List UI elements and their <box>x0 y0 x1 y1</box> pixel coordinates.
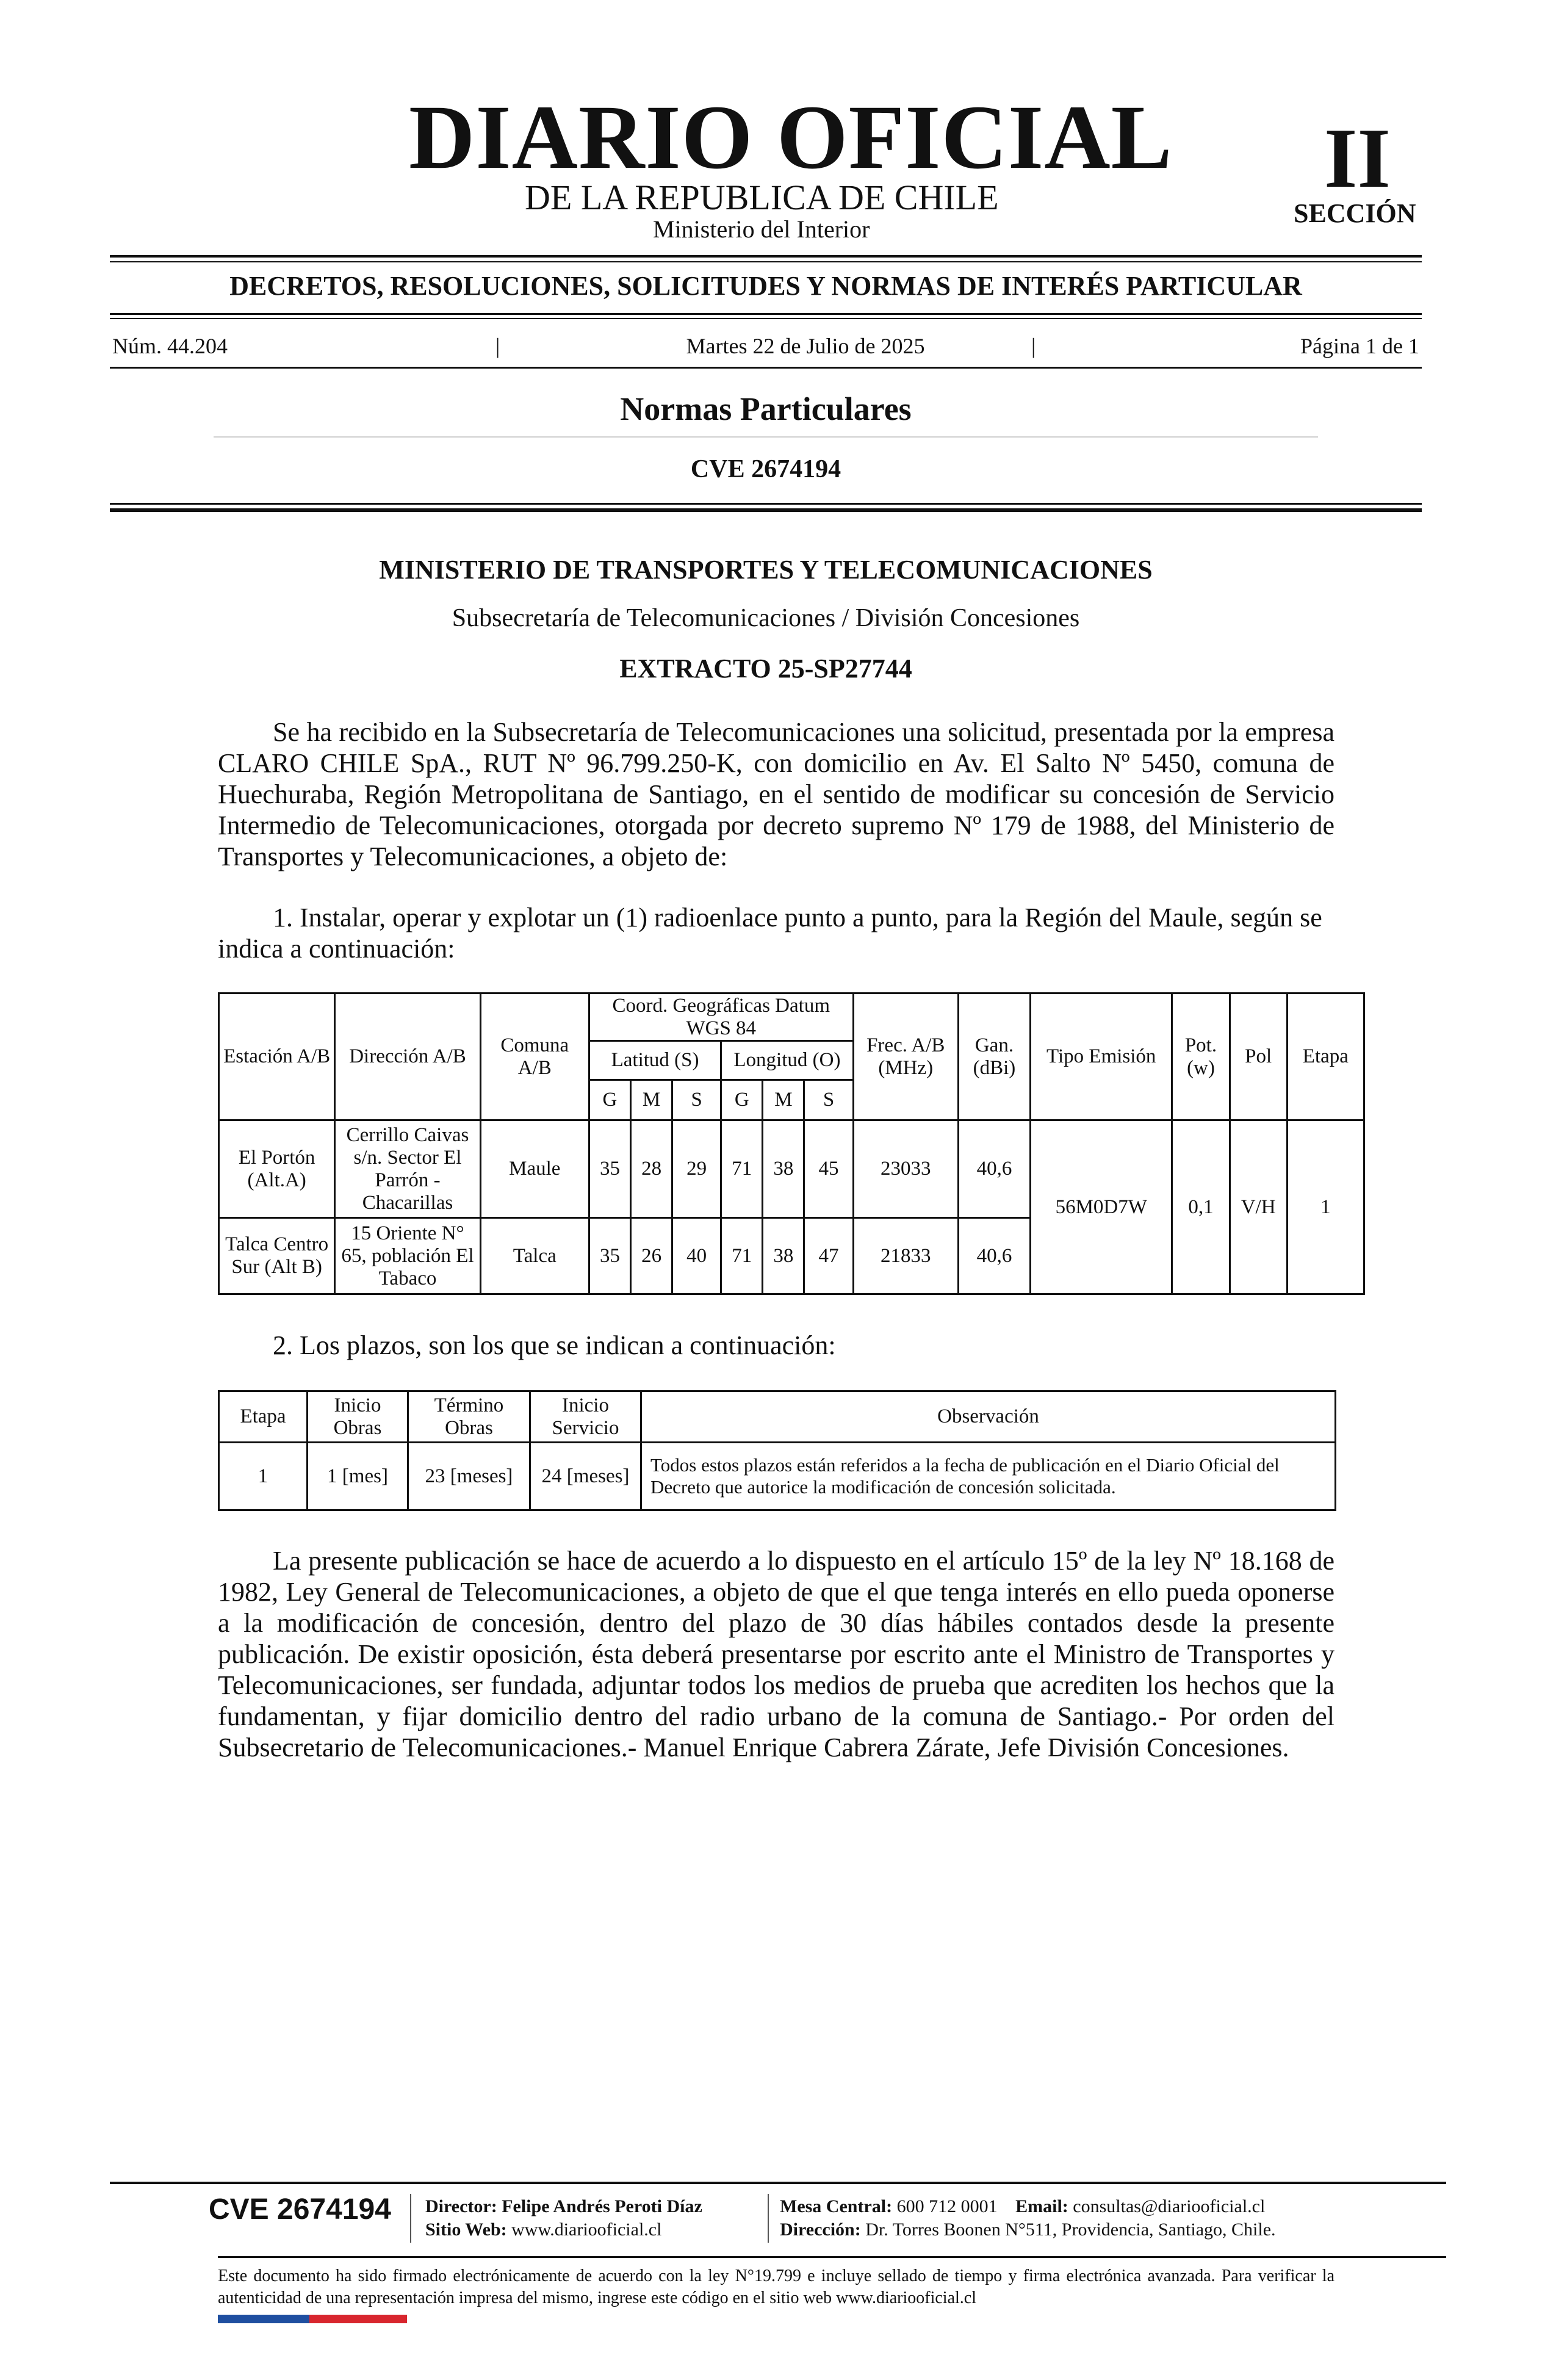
header-etapa: Etapa <box>1287 993 1364 1120</box>
newspaper-subtitle: DE LA REPUBLICA DE CHILE <box>525 178 999 217</box>
header-inicio-servicio: Inicio Servicio <box>530 1391 641 1443</box>
header-ganancia: Gan. (dBi) <box>958 993 1030 1120</box>
cell-potencia: 0,1 <box>1172 1120 1230 1294</box>
stations-table <box>218 992 1365 1295</box>
cell-tipo-emision: 56M0D7W <box>1031 1120 1172 1294</box>
section-number: II <box>1324 111 1391 206</box>
header-rule <box>110 508 1422 512</box>
footer-contact <box>780 2195 1265 2218</box>
header-lat-m: M <box>631 1080 672 1120</box>
header-estacion: Estación A/B <box>219 993 335 1120</box>
separator: | <box>1031 334 1036 358</box>
cell-lon-s: 45 <box>804 1120 853 1218</box>
issue-number: Núm. 44.204 <box>112 334 228 358</box>
ministry-heading: MINISTERIO DE TRANSPORTES Y TELECOMUNICACIONES <box>379 555 1153 585</box>
header-rule <box>110 255 1422 258</box>
header-lon-g: G <box>721 1080 763 1120</box>
email-link[interactable]: consultas@diariooficial.cl <box>1073 2196 1266 2216</box>
cell-comuna: Maule <box>480 1120 589 1218</box>
header-etapa: Etapa <box>219 1391 308 1443</box>
header-rule <box>110 318 1422 319</box>
mesa-label: Mesa Central: <box>780 2196 893 2216</box>
header-rule <box>110 503 1422 505</box>
header-frecuencia: Frec. A/B (MHz) <box>853 993 958 1120</box>
cell-ganancia: 40,6 <box>958 1120 1030 1218</box>
header-rule <box>110 261 1422 262</box>
address-label: Dirección: <box>780 2220 861 2240</box>
cell-etapa: 1 <box>1287 1120 1364 1294</box>
footer-rule <box>110 2182 1446 2184</box>
footer-director <box>425 2195 702 2218</box>
header-polarizacion: Pol <box>1230 993 1287 1120</box>
cell-lat-m: 26 <box>631 1218 672 1294</box>
cell-polarizacion: V/H <box>1230 1120 1287 1294</box>
cell-inicio-servicio: 24 [meses] <box>530 1443 641 1510</box>
cve-code: CVE 2674194 <box>690 455 841 483</box>
header-lon-m: M <box>763 1080 804 1120</box>
cell-observacion: Todos estos plazos están referidos a la fecha de publicación en el Diario Oficial del Decreto que autorice la modificación de concesión solicitada. <box>641 1443 1336 1510</box>
header-rule <box>110 367 1422 369</box>
newspaper-title: DIARIO OFICIAL <box>409 87 1173 188</box>
cell-lat-m: 28 <box>631 1120 672 1218</box>
intro-paragraph: Se ha recibido en la Subsecretaría de Telecomunicaciones una solicitud, presentada por la empresa CLARO CHILE SpA., RUT Nº 96.799.250-K, con domicilio en Av. El Salto Nº 5450, comuna de Huechuraba, Región Metropolitana de Santiago, en el sentido de modificar su concesión de Servicio Intermedio de Telecomunicaciones, otorgada por decreto supremo Nº 179 de 1988, del Ministerio de Transportes y Telecomunicaciones, a objeto de: <box>218 717 1334 871</box>
cell-lon-m: 38 <box>763 1218 804 1294</box>
header-potencia: Pot. (w) <box>1172 993 1230 1120</box>
subsecretaria-heading: Subsecretaría de Telecomunicaciones / División Concesiones <box>452 604 1080 632</box>
cell-lat-g: 35 <box>589 1120 630 1218</box>
footer-website <box>425 2218 661 2241</box>
header-latitud: Latitud (S) <box>589 1041 721 1080</box>
flag-stripe-blue <box>218 2315 309 2323</box>
header-comuna: Comuna A/B <box>480 993 589 1120</box>
separator: | <box>495 334 500 358</box>
header-observacion: Observación <box>641 1391 1336 1443</box>
cell-lon-m: 38 <box>763 1120 804 1218</box>
cell-lat-s: 29 <box>672 1120 721 1218</box>
header-rule <box>110 313 1422 315</box>
cell-etapa: 1 <box>219 1443 308 1510</box>
footer-rule <box>218 2256 1446 2258</box>
page-indicator: Página 1 de 1 <box>1300 334 1419 358</box>
footer-cve: CVE 2674194 <box>209 2193 391 2226</box>
item-1: 1. Instalar, operar y explotar un (1) radioenlace punto a punto, para la Región del Maule, según se indica a continuación: <box>218 903 1322 964</box>
cell-inicio-obras: 1 [mes] <box>308 1443 408 1510</box>
mesa-phone: 600 712 0001 <box>896 2196 998 2216</box>
flag-stripe-red <box>309 2315 407 2323</box>
divider <box>214 436 1318 438</box>
website-link[interactable]: www.diariooficial.cl <box>511 2220 662 2240</box>
footer-divider <box>768 2194 769 2243</box>
table-row <box>219 1443 1336 1510</box>
closing-paragraph: La presente publicación se hace de acuerdo a lo dispuesto en el artículo 15º de la ley Nº 18.168 de 1982, Ley General de Telecomunicaciones, a objeto de que el que tenga interés en ello pueda oponerse a la modificación de concesión, dentro del plazo de 30 días hábiles contados desde la presente publicación. De existir oposición, ésta deberá presentarse por escrito ante el Ministro de Transportes y Telecomunicaciones, ser fundada, adjuntar todos los medios de prueba que acrediten los hechos que la fundamentan, y fijar domicilio dentro del radio urbano de la comuna de Santiago.- Por orden del Subsecretario de Telecomunicaciones.- Manuel Enrique Cabrera Zárate, Jefe División Concesiones. <box>218 1546 1334 1762</box>
issue-date: Martes 22 de Julio de 2025 <box>686 334 925 358</box>
cell-estacion: El Portón (Alt.A) <box>219 1120 335 1218</box>
header-longitud: Longitud (O) <box>721 1041 853 1080</box>
cell-lat-g: 35 <box>589 1218 630 1294</box>
cell-frecuencia: 21833 <box>853 1218 958 1294</box>
section-label: SECCIÓN <box>1294 198 1416 228</box>
cell-estacion: Talca Centro Sur (Alt B) <box>219 1218 335 1294</box>
header-direccion: Dirección A/B <box>335 993 480 1120</box>
cell-termino-obras: 23 [meses] <box>408 1443 530 1510</box>
signature-note: Este documento ha sido firmado electrónicamente de acuerdo con la ley N°19.799 e incluye sellado de tiempo y firma electrónica avanzada. Para verificar la autenticidad de una representación impresa del mismo, ingrese este código en el sitio web www.diariooficial.cl <box>218 2266 1334 2307</box>
header-lat-s: S <box>672 1080 721 1120</box>
header-inicio-obras: Inicio Obras <box>308 1391 408 1443</box>
cell-lon-g: 71 <box>721 1120 763 1218</box>
newspaper-ministry: Ministerio del Interior <box>653 215 870 243</box>
table-row <box>219 1120 1364 1218</box>
header-tipo-emision: Tipo Emisión <box>1031 993 1172 1120</box>
item-2: 2. Los plazos, son los que se indican a continuación: <box>273 1330 836 1360</box>
cell-frecuencia: 23033 <box>853 1120 958 1218</box>
email-label: Email: <box>1015 2196 1068 2216</box>
cell-lon-s: 47 <box>804 1218 853 1294</box>
footer-divider <box>410 2194 411 2243</box>
address-text: Dr. Torres Boonen N°511, Providencia, Santiago, Chile. <box>865 2220 1276 2240</box>
section-banner: DECRETOS, RESOLUCIONES, SOLICITUDES Y NORMAS DE INTERÉS PARTICULAR <box>229 271 1302 301</box>
section-title: Normas Particulares <box>620 391 912 427</box>
cell-direccion: 15 Oriente N° 65, población El Tabaco <box>335 1218 480 1294</box>
website-label: Sitio Web: <box>425 2220 507 2240</box>
cell-comuna: Talca <box>480 1218 589 1294</box>
cell-ganancia: 40,6 <box>958 1218 1030 1294</box>
cell-lon-g: 71 <box>721 1218 763 1294</box>
director-label: Director: <box>425 2196 497 2216</box>
header-lat-g: G <box>589 1080 630 1120</box>
cell-lat-s: 40 <box>672 1218 721 1294</box>
director-name: Felipe Andrés Peroti Díaz <box>502 2196 702 2216</box>
header-termino-obras: Término Obras <box>408 1391 530 1443</box>
footer-address <box>780 2218 1276 2241</box>
cell-direccion: Cerrillo Caivas s/n. Sector El Parrón - Chacarillas <box>335 1120 480 1218</box>
extract-title: EXTRACTO 25-SP27744 <box>619 654 912 683</box>
header-coordinates: Coord. Geográficas Datum WGS 84 <box>589 993 853 1041</box>
header-lon-s: S <box>804 1080 853 1120</box>
deadlines-table <box>218 1390 1336 1511</box>
